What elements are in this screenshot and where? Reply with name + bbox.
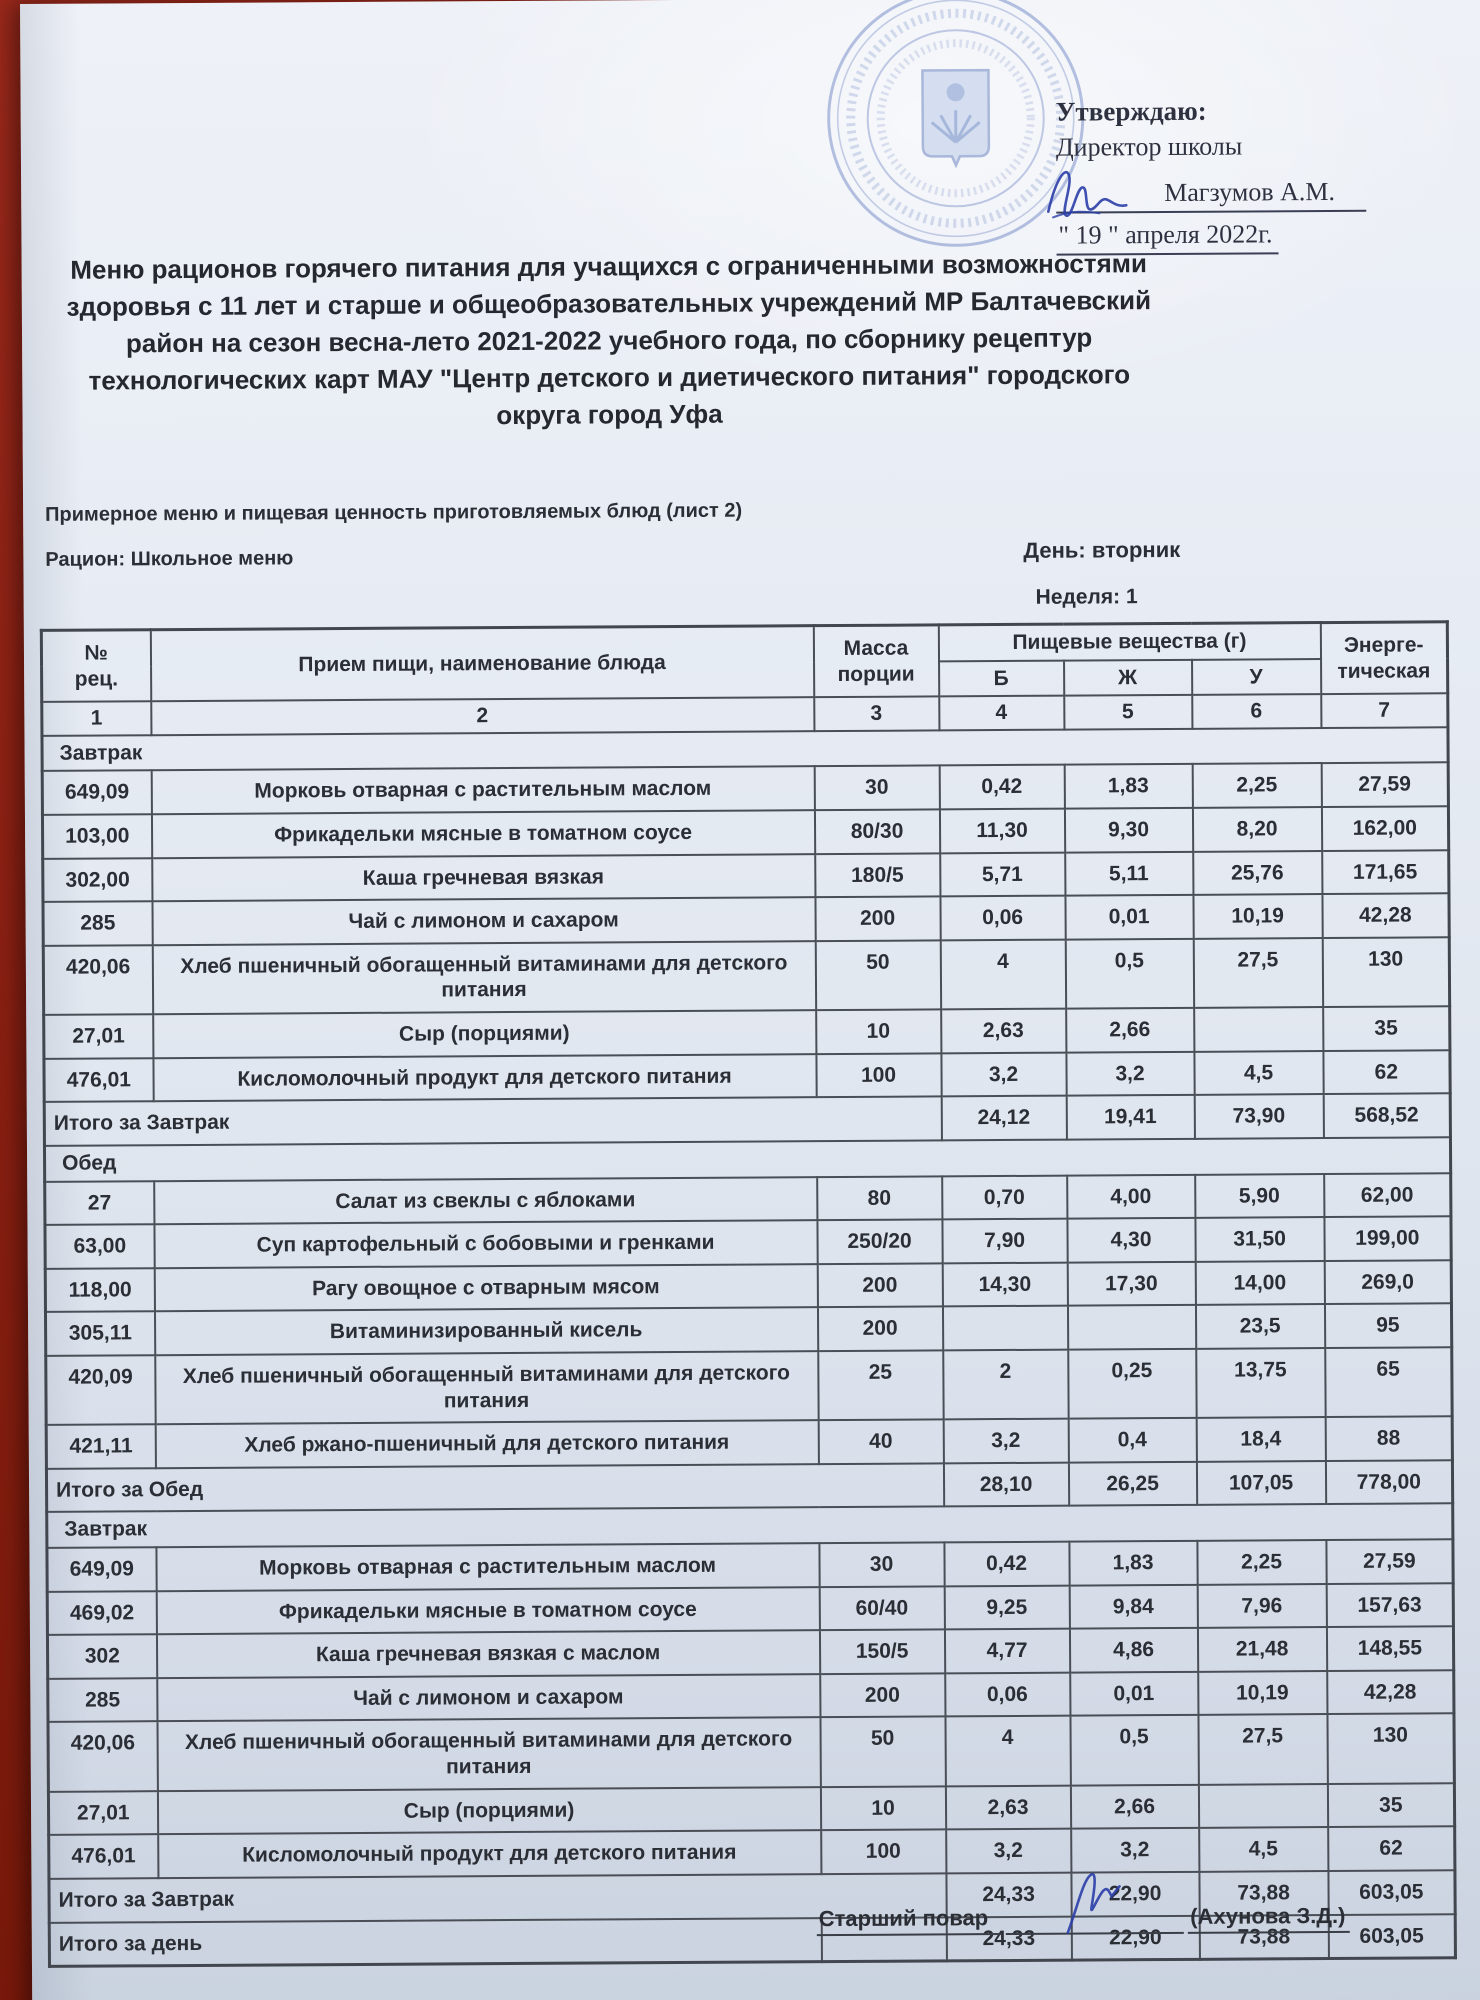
cell-rec: 421,11: [46, 1424, 155, 1468]
cell-mass: 200: [817, 1263, 942, 1307]
cell-dish: Рагу овощное с отварным мясом: [154, 1264, 817, 1312]
total-value: 26,25: [1068, 1462, 1196, 1506]
col-header-mass-line1: Масса: [843, 636, 909, 660]
cell-energy: 88: [1325, 1416, 1452, 1460]
cell-protein: [942, 1306, 1067, 1350]
cell-rec: 27,01: [48, 1791, 157, 1835]
table-header: [41, 622, 1448, 736]
cell-mass: 40: [818, 1420, 943, 1464]
cell-dish: Кисломолочный продукт для детского питания: [153, 1054, 816, 1102]
cell-mass: 200: [817, 1307, 942, 1351]
cell-mass: 200: [820, 1673, 945, 1717]
cell-mass: 200: [815, 897, 940, 941]
cell-mass: 30: [819, 1542, 944, 1586]
cell-rec: 469,02: [47, 1591, 156, 1635]
ration-label: Рацион: Школьное меню: [45, 547, 294, 571]
total-value: 568,52: [1323, 1094, 1450, 1138]
chef-label: Старший повар: [817, 1905, 1003, 1936]
col-number: 2: [151, 697, 814, 735]
cell-protein: 9,25: [944, 1585, 1069, 1629]
cell-mass: 80/30: [814, 809, 939, 853]
cell-fat: 0,5: [1065, 939, 1193, 1009]
cell-mass: 10: [820, 1786, 945, 1830]
cell-protein: 0,70: [942, 1175, 1067, 1219]
cell-mass: 25: [818, 1350, 943, 1420]
cell-fat: 1,83: [1069, 1541, 1197, 1585]
grand-total-value: 73,88: [1199, 1915, 1328, 1960]
grand-total-value: 22,90: [1071, 1915, 1199, 1960]
cell-dish: Салат из свеклы с яблоками: [154, 1177, 817, 1225]
cell-mass: 60/40: [819, 1586, 944, 1630]
menu-row: [43, 937, 1449, 1015]
cell-mass: 100: [816, 1053, 941, 1097]
cell-mass: 100: [821, 1830, 946, 1874]
cell-fat: 0,4: [1068, 1418, 1196, 1462]
section-label: Завтрак: [42, 727, 1448, 771]
total-label: Итого за Обед: [46, 1463, 943, 1512]
cell-fat: 0,25: [1068, 1349, 1196, 1419]
cell-fat: 3,2: [1071, 1828, 1199, 1872]
menu-table-body: [42, 727, 1456, 1966]
col-header-energy-line2: тическая: [1337, 659, 1431, 683]
cell-mass: 50: [820, 1717, 945, 1787]
cell-mass: 80: [817, 1176, 942, 1220]
cell-carbs: 23,5: [1195, 1304, 1324, 1348]
cell-energy: 171,65: [1322, 850, 1449, 894]
total-label: Итого за Завтрак: [44, 1097, 941, 1146]
approval-heading: Утверждаю:: [1055, 95, 1207, 127]
cell-energy: 65: [1325, 1347, 1452, 1417]
cell-fat: 2,66: [1070, 1785, 1198, 1829]
director-name: Магзумов А.М.: [1164, 177, 1336, 208]
cell-energy: 162,00: [1321, 806, 1448, 850]
cell-rec: 302: [47, 1634, 156, 1678]
cell-mass: 250/20: [817, 1220, 942, 1264]
total-value: 19,41: [1066, 1095, 1194, 1139]
cell-protein: 0,06: [945, 1672, 1070, 1716]
cell-carbs: [1198, 1784, 1327, 1828]
cell-energy: 199,00: [1324, 1216, 1451, 1260]
chef-signature-icon: [1062, 1866, 1132, 1938]
col-header-rec-line1: №: [84, 641, 108, 665]
cell-mass: 150/5: [819, 1630, 944, 1674]
cell-fat: 3,2: [1066, 1052, 1194, 1096]
cell-carbs: 25,76: [1193, 851, 1322, 895]
cell-protein: 3,2: [943, 1419, 1068, 1463]
cell-dish: Морковь отварная с растительным маслом: [156, 1543, 819, 1591]
col-number: 6: [1192, 694, 1321, 728]
cell-fat: 9,30: [1064, 808, 1192, 852]
section-label: Обед: [44, 1137, 1450, 1181]
menu-row: [48, 1714, 1454, 1792]
cell-protein: 2: [943, 1350, 1068, 1420]
cell-energy: 27,59: [1321, 763, 1448, 807]
col-number: 3: [814, 697, 939, 731]
document-paper: [20, 0, 1480, 2000]
cell-dish: Фрикадельки мясные в томатном соусе: [151, 810, 814, 858]
cell-mass: 180/5: [815, 853, 940, 897]
cell-rec: 63,00: [45, 1224, 154, 1268]
cell-carbs: 13,75: [1196, 1348, 1325, 1418]
cell-protein: 3,2: [946, 1829, 1071, 1873]
cell-protein: 3,2: [941, 1052, 1066, 1096]
cell-dish: Морковь отварная с растительным маслом: [151, 767, 814, 815]
cell-protein: 4: [940, 940, 1065, 1010]
cell-rec: 118,00: [45, 1268, 154, 1312]
cell-rec: 476,01: [49, 1834, 158, 1878]
total-value: 73,90: [1194, 1094, 1323, 1138]
stamp-shield-icon: [922, 70, 989, 165]
col-header-mass: [813, 625, 938, 697]
menu-table: [40, 620, 1457, 1968]
chef-name: (Ахунова З.Д.): [1188, 1903, 1349, 1934]
total-value: 24,33: [946, 1873, 1071, 1917]
cell-energy: 35: [1323, 1006, 1450, 1050]
document-title: Меню рационов горячего питания для учащихся с ограниченными возможностями здоровья с 11 лет и старше и общеобразовательных учреждений МР Балтачевский район на сезон весна-лето 2021-2022 учебного года, по сборнику рецептур технологических карт МАУ "Центр детского и диетического питания" городского округа город Уфа: [66, 248, 1152, 430]
cell-carbs: 2,25: [1192, 764, 1321, 808]
cell-energy: 62,00: [1324, 1173, 1451, 1217]
cell-mass: 50: [815, 940, 940, 1010]
cell-protein: 2,63: [945, 1785, 1070, 1829]
col-header-fat: Ж: [1064, 659, 1192, 695]
total-value: 22,90: [1071, 1872, 1199, 1916]
day-label: День: вторник: [1023, 536, 1181, 563]
cell-energy: 42,28: [1327, 1670, 1454, 1714]
director-signature-line: [1056, 165, 1366, 213]
cell-carbs: 27,5: [1198, 1715, 1327, 1785]
cell-energy: 35: [1327, 1783, 1454, 1827]
cell-carbs: 2,25: [1197, 1540, 1326, 1584]
cell-energy: 130: [1327, 1714, 1454, 1784]
cell-protein: 0,42: [944, 1542, 1069, 1586]
cell-energy: 62: [1328, 1827, 1455, 1871]
col-header-dish: Прием пищи, наименование блюда: [150, 626, 813, 702]
cell-protein: 0,06: [940, 896, 1065, 940]
cell-dish: Каша гречневая вязкая с маслом: [156, 1630, 819, 1678]
cell-rec: 649,09: [42, 771, 151, 815]
cell-rec: 420,06: [43, 945, 152, 1015]
col-header-carbs: У: [1192, 659, 1321, 695]
cell-dish: Кисломолочный продукт для детского питания: [158, 1830, 821, 1878]
cell-protein: 5,71: [940, 852, 1065, 896]
total-label: Итого за Завтрак: [49, 1873, 946, 1922]
cell-protein: 4,77: [944, 1629, 1069, 1673]
cell-mass: 30: [814, 766, 939, 810]
cell-dish: Сыр (порциями): [153, 1010, 816, 1058]
cell-rec: 302,00: [43, 858, 152, 902]
cell-fat: 9,84: [1069, 1584, 1197, 1628]
cell-rec: 420,09: [46, 1355, 155, 1425]
cell-carbs: 4,5: [1194, 1051, 1323, 1095]
cell-dish: Суп картофельный с бобовыми и гренками: [154, 1220, 817, 1268]
week-label: Неделя: 1: [1035, 585, 1138, 609]
cell-energy: 148,55: [1326, 1627, 1453, 1671]
cell-dish: Хлеб пшеничный обогащенный витаминами для детского питания: [157, 1718, 820, 1791]
director-signature-icon: [1042, 159, 1162, 224]
cell-fat: [1067, 1305, 1195, 1349]
cell-carbs: 8,20: [1192, 807, 1321, 851]
cell-rec: 649,09: [47, 1547, 156, 1591]
total-value: 778,00: [1325, 1460, 1452, 1504]
cell-carbs: 27,5: [1193, 938, 1322, 1008]
col-header-rec-line2: рец.: [74, 667, 119, 691]
grand-total-value: 24,33: [946, 1916, 1071, 1961]
cell-fat: 17,30: [1067, 1262, 1195, 1306]
grand-total-label: Итого за день: [49, 1918, 821, 1967]
total-value: 24,12: [941, 1096, 1066, 1140]
cell-fat: 0,5: [1070, 1715, 1198, 1785]
cell-rec: 305,11: [45, 1312, 154, 1356]
cell-fat: 0,01: [1070, 1672, 1198, 1716]
cell-fat: 4,30: [1067, 1218, 1195, 1262]
col-number: 5: [1064, 695, 1192, 729]
total-value: 73,88: [1199, 1871, 1328, 1915]
approval-date: " 19 " апреля 2022г.: [1056, 216, 1278, 255]
total-value: 28,10: [943, 1462, 1068, 1506]
cell-protein: 14,30: [942, 1262, 1067, 1306]
section-label: Завтрак: [47, 1504, 1453, 1548]
col-header-mass-line2: порции: [837, 662, 915, 686]
cell-dish: Сыр (порциями): [157, 1787, 820, 1835]
cell-carbs: 5,90: [1195, 1174, 1324, 1218]
cell-protein: 4: [945, 1716, 1070, 1786]
cell-mass: 10: [816, 1009, 941, 1053]
col-header-energy-line1: Энерге-: [1343, 633, 1424, 657]
total-value: 603,05: [1328, 1870, 1455, 1914]
cell-rec: 285: [43, 901, 152, 945]
cell-carbs: 18,4: [1196, 1417, 1325, 1461]
chef-signature-line: [1006, 1902, 1184, 1935]
cell-fat: 4,00: [1067, 1174, 1195, 1218]
cell-protein: 2,63: [941, 1009, 1066, 1053]
cell-dish: Каша гречневая вязкая: [152, 854, 815, 902]
cell-carbs: 31,50: [1195, 1217, 1324, 1261]
cell-carbs: 14,00: [1195, 1261, 1324, 1305]
cell-dish: Чай с лимоном и сахаром: [152, 897, 815, 945]
menu-row: [46, 1347, 1452, 1425]
cell-fat: 2,66: [1066, 1008, 1194, 1052]
cell-fat: 1,83: [1064, 764, 1192, 808]
cell-protein: 11,30: [939, 809, 1064, 853]
grand-total-value: 603,05: [1328, 1914, 1455, 1959]
cell-dish: Чай с лимоном и сахаром: [157, 1674, 820, 1722]
col-header-energy: [1320, 622, 1447, 694]
cell-fat: 0,01: [1065, 895, 1193, 939]
approval-role: Директор школы: [1055, 131, 1243, 163]
cell-rec: 285: [48, 1678, 157, 1722]
cell-dish: Хлеб пшеничный обогащенный витаминами для детского питания: [152, 941, 815, 1014]
col-number: 7: [1321, 694, 1448, 728]
approval-block: [1056, 91, 1417, 255]
total-value: 107,05: [1196, 1461, 1325, 1505]
cell-energy: 95: [1324, 1304, 1451, 1348]
cell-carbs: 7,96: [1197, 1584, 1326, 1628]
col-number: 1: [42, 701, 151, 735]
col-header-rec: [41, 630, 150, 702]
cell-protein: 7,90: [942, 1219, 1067, 1263]
col-number: 4: [939, 696, 1064, 730]
cell-fat: 4,86: [1069, 1628, 1197, 1672]
cell-dish: Хлеб пшеничный обогащенный витаминами для детского питания: [155, 1351, 818, 1424]
cell-protein: 0,42: [939, 765, 1064, 809]
cell-rec: 476,01: [44, 1058, 153, 1102]
cell-carbs: 10,19: [1193, 894, 1322, 938]
cell-rec: 27,01: [44, 1014, 153, 1058]
cell-carbs: [1194, 1007, 1323, 1051]
cell-carbs: 4,5: [1199, 1827, 1328, 1871]
cell-dish: Фрикадельки мясные в томатном соусе: [156, 1587, 819, 1635]
cell-energy: 130: [1322, 937, 1449, 1007]
cell-energy: 42,28: [1322, 894, 1449, 938]
cell-fat: 5,11: [1065, 852, 1193, 896]
cell-carbs: 21,48: [1197, 1627, 1326, 1671]
cell-dish: Витаминизированный кисель: [154, 1308, 817, 1356]
col-header-nutrients: Пищевые вещества (г): [938, 623, 1320, 661]
cell-carbs: 10,19: [1198, 1671, 1327, 1715]
document-subtitle: Примерное меню и пищевая ценность приготовляемых блюд (лист 2): [45, 499, 743, 526]
cell-rec: 420,06: [48, 1722, 157, 1792]
cell-energy: 157,63: [1326, 1583, 1453, 1627]
cell-rec: 27: [45, 1181, 154, 1225]
cell-energy: 62: [1323, 1050, 1450, 1094]
chef-signature-block: [817, 1901, 1350, 1936]
cell-energy: 269,0: [1324, 1260, 1451, 1304]
cell-dish: Хлеб ржано-пшеничный для детского питания: [155, 1420, 818, 1468]
cell-rec: 103,00: [42, 814, 151, 858]
col-header-protein: Б: [939, 660, 1064, 696]
cell-energy: 27,59: [1326, 1539, 1453, 1583]
